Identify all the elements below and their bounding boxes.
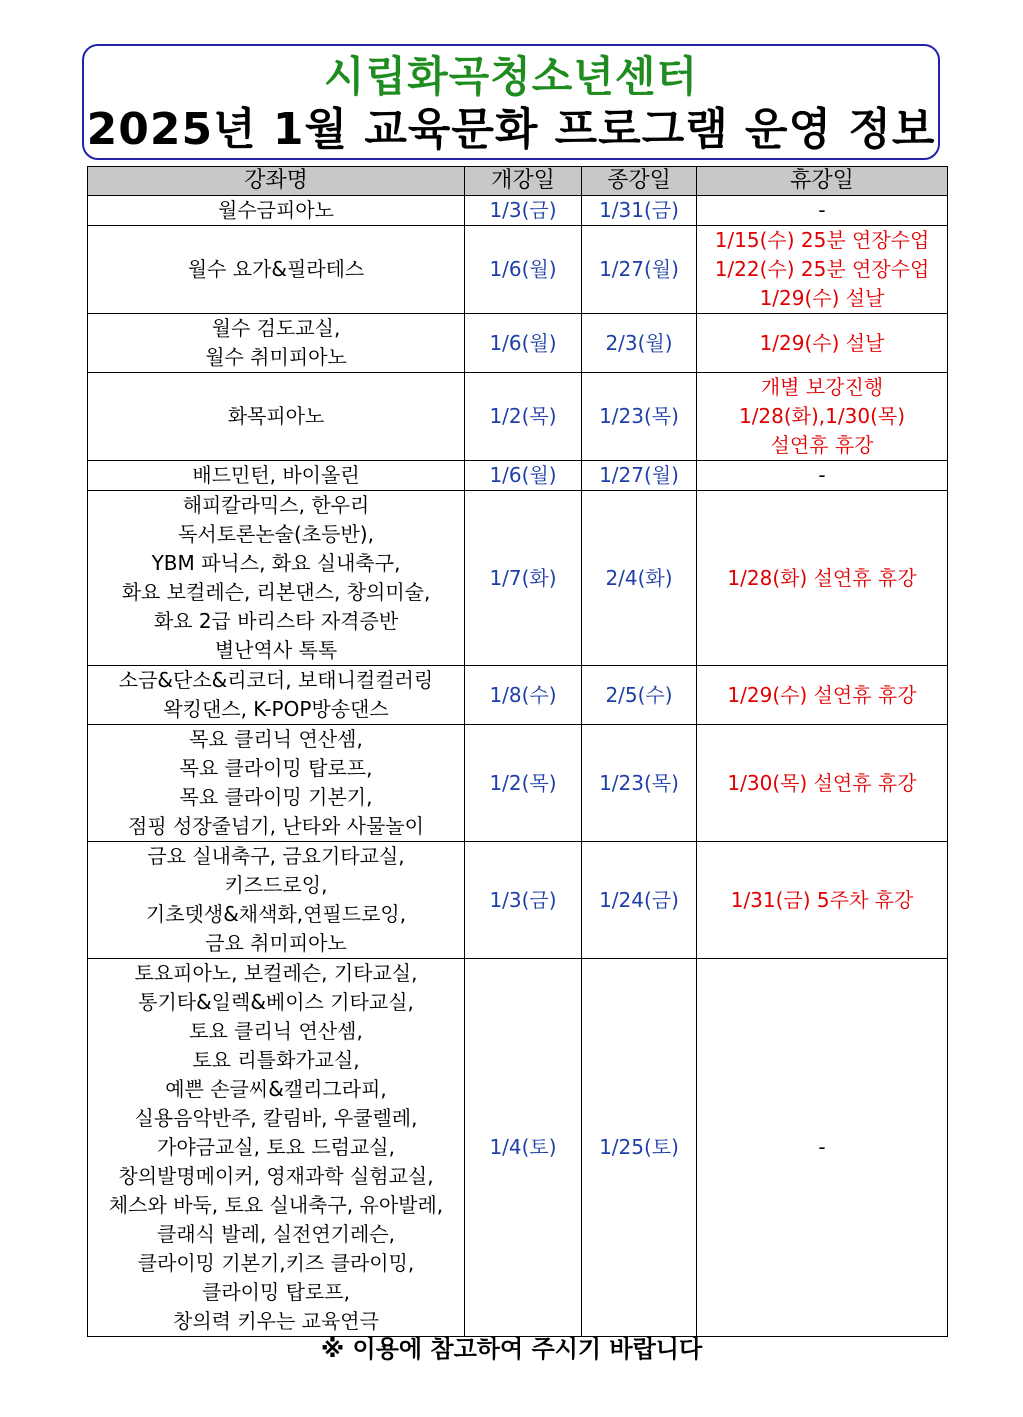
holiday-cell: 1/30(목) 설연휴 휴강 (697, 725, 948, 842)
table-row (88, 373, 948, 461)
start-date-cell: 1/4(토) (465, 959, 582, 1337)
holiday-cell: - (697, 959, 948, 1337)
end-date-cell: 2/4(화) (582, 491, 697, 666)
course-name-cell: 월수 검도교실, 월수 취미피아노 (88, 314, 465, 373)
start-date-cell: 1/8(수) (465, 666, 582, 725)
table-row (88, 314, 948, 373)
table-row (88, 842, 948, 959)
end-date-cell: 1/27(월) (582, 226, 697, 314)
course-name-cell: 금요 실내축구, 금요기타교실, 키즈드로잉, 기초뎃생&채색화,연필드로잉, 금요 취미피아노 (88, 842, 465, 959)
end-date-cell: 2/5(수) (582, 666, 697, 725)
start-date-cell: 1/6(월) (465, 226, 582, 314)
start-date-cell: 1/6(월) (465, 461, 582, 491)
course-name-cell: 월수금피아노 (88, 196, 465, 226)
start-date-cell: 1/7(화) (465, 491, 582, 666)
program-schedule-table (87, 166, 948, 1337)
course-name-cell: 소금&단소&리코더, 보태니컬컬러링 왁킹댄스, K-POP방송댄스 (88, 666, 465, 725)
column-header-course: 강좌명 (88, 167, 465, 196)
table-row (88, 461, 948, 491)
start-date-cell: 1/3(금) (465, 196, 582, 226)
table-row (88, 226, 948, 314)
course-name-cell: 화목피아노 (88, 373, 465, 461)
center-name-title: 시립화곡청소년센터 (323, 52, 699, 101)
holiday-cell: - (697, 461, 948, 491)
table-row (88, 196, 948, 226)
holiday-cell: 개별 보강진행 1/28(화),1/30(목) 설연휴 휴강 (697, 373, 948, 461)
start-date-cell: 1/6(월) (465, 314, 582, 373)
start-date-cell: 1/2(목) (465, 725, 582, 842)
holiday-cell: - (697, 196, 948, 226)
table-row (88, 666, 948, 725)
end-date-cell: 1/24(금) (582, 842, 697, 959)
program-info-title: 2025년 1월 교육문화 프로그램 운영 정보 (86, 104, 936, 155)
course-name-cell: 월수 요가&필라테스 (88, 226, 465, 314)
title-box (82, 44, 940, 160)
end-date-cell: 1/27(월) (582, 461, 697, 491)
column-header-start-date: 개강일 (465, 167, 582, 196)
holiday-cell: 1/15(수) 25분 연장수업 1/22(수) 25분 연장수업 1/29(수) 설날 (697, 226, 948, 314)
holiday-cell: 1/29(수) 설연휴 휴강 (697, 666, 948, 725)
start-date-cell: 1/2(목) (465, 373, 582, 461)
course-name-cell: 배드민턴, 바이올린 (88, 461, 465, 491)
table-row (88, 959, 948, 1337)
holiday-cell: 1/29(수) 설날 (697, 314, 948, 373)
start-date-cell: 1/3(금) (465, 842, 582, 959)
footer-note: ※ 이용에 참고하여 주시기 바랍니다 (320, 1335, 703, 1363)
course-name-cell: 목요 클리닉 연산셈, 목요 클라이밍 탑로프, 목요 클라이밍 기본기, 점핑 성장줄넘기, 난타와 사물놀이 (88, 725, 465, 842)
course-name-cell: 토요피아노, 보컬레슨, 기타교실, 통기타&일렉&베이스 기타교실, 토요 클리닉 연산셈, 토요 리틀화가교실, 예쁜 손글씨&캘리그라피, 실용음악반주, 칼림바, 우쿨렐레, 가야금교실, 토요 드럼교실, 창의발명메이커, 영재과학 실험교실, 체스와 바둑, 토요 실내축구, 유아발레, 클래식 발레, 실전연기레슨, 클라이밍 기본기,키즈 클라이밍, 클라이밍 탑로프, 창의력 키우는 교육연극 (88, 959, 465, 1337)
end-date-cell: 1/23(목) (582, 373, 697, 461)
table-row (88, 725, 948, 842)
end-date-cell: 1/25(토) (582, 959, 697, 1337)
holiday-cell: 1/31(금) 5주차 휴강 (697, 842, 948, 959)
course-name-cell: 해피칼라믹스, 한우리 독서토론논술(초등반), YBM 파닉스, 화요 실내축구, 화요 보컬레슨, 리본댄스, 창의미술, 화요 2급 바리스타 자격증반 별난역사 톡톡 (88, 491, 465, 666)
column-header-end-date: 종강일 (582, 167, 697, 196)
column-header-holiday: 휴강일 (697, 167, 948, 196)
table-header-row (88, 167, 948, 196)
end-date-cell: 1/31(금) (582, 196, 697, 226)
table-row (88, 491, 948, 666)
holiday-cell: 1/28(화) 설연휴 휴강 (697, 491, 948, 666)
end-date-cell: 2/3(월) (582, 314, 697, 373)
end-date-cell: 1/23(목) (582, 725, 697, 842)
